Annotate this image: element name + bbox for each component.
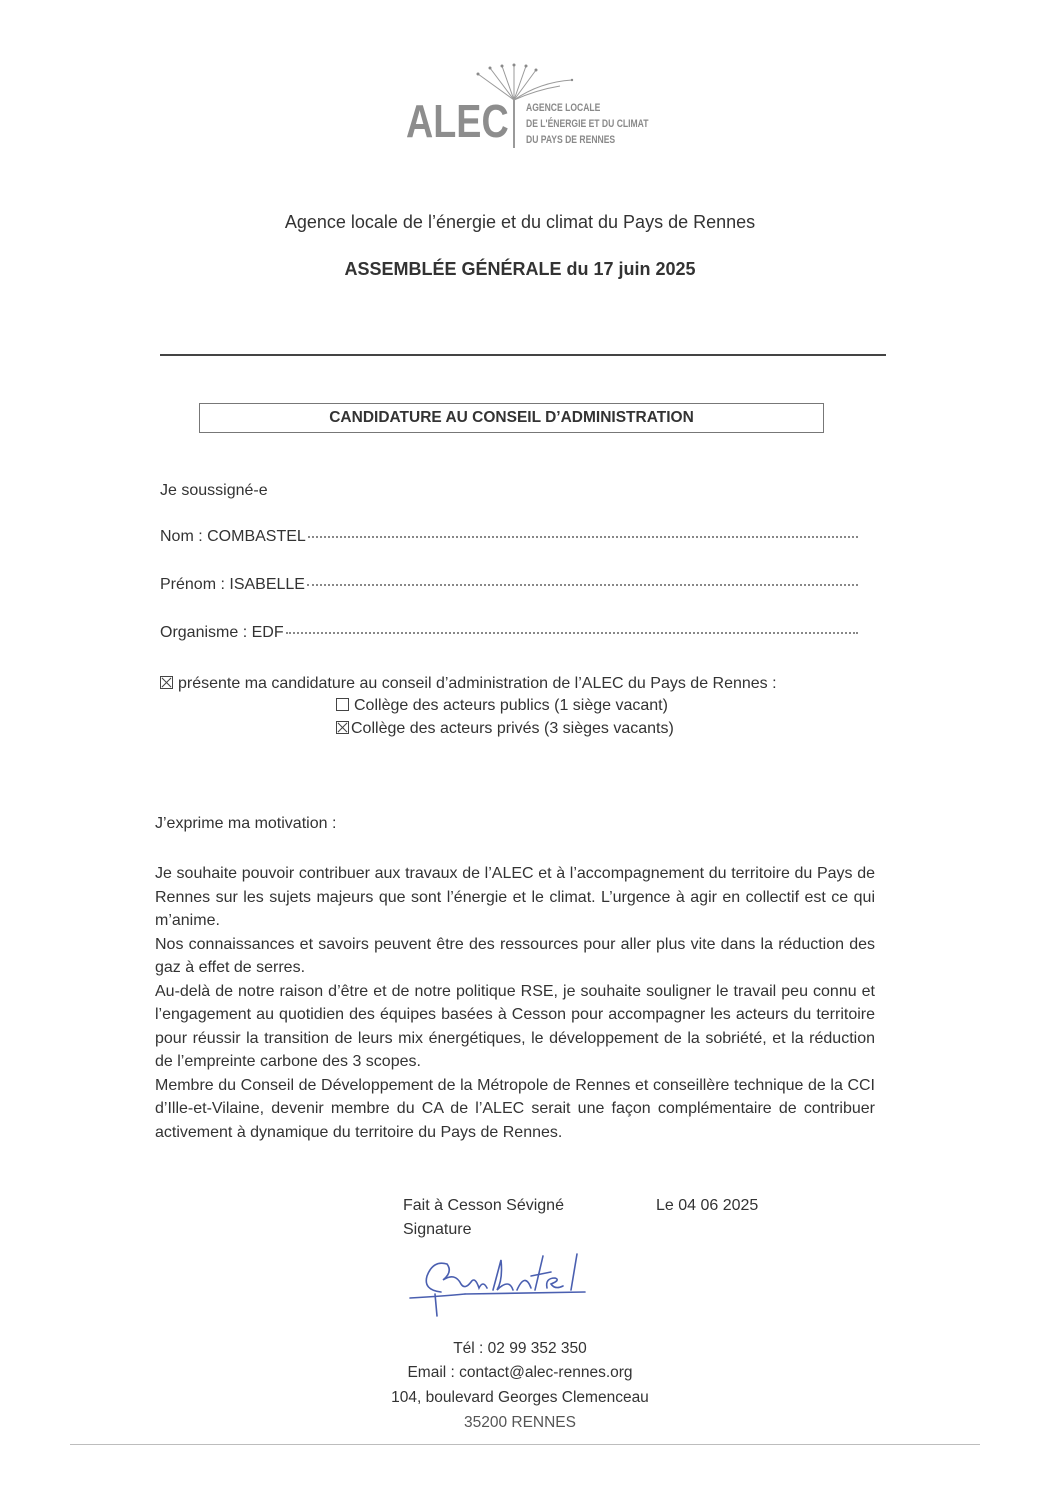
signature-label: Signature	[403, 1221, 472, 1238]
checkbox-checked-icon[interactable]	[336, 721, 349, 734]
footer-email[interactable]: Email : contact@alec-rennes.org	[407, 1364, 633, 1381]
signing-date: Le 04 06 2025	[656, 1197, 759, 1214]
footer-phone: Tél : 02 99 352 350	[453, 1340, 587, 1357]
checkbox-unchecked-icon[interactable]	[336, 698, 349, 711]
logo-subtitle-line: AGENCE LOCALE	[526, 102, 601, 114]
logo-subtitle-line: DU PAYS DE RENNES	[526, 134, 616, 146]
organization-title: Agence locale de l’énergie et du climat du Pays de Rennes	[284, 212, 756, 232]
event-title: ASSEMBLÉE GÉNÉRALE du 17 juin 2025	[344, 259, 696, 279]
college-prive-option[interactable]	[336, 720, 674, 738]
motivation-paragraph: Je souhaite pouvoir contribuer aux travaux de l’ALEC et à l’accompagnement du territoire du Pays de Rennes sur les sujets majeurs que sont l’énergie et le climat. L’urgence à agir en collectif est ce qui m’anime.	[155, 865, 875, 929]
intro-text: Je soussigné-e	[160, 482, 268, 499]
form-title-box	[199, 403, 824, 433]
footer-divider	[70, 1444, 980, 1445]
candidature-option[interactable]	[160, 675, 777, 693]
footer-city: 35200 RENNES	[463, 1414, 576, 1431]
dotted-leader	[286, 632, 858, 634]
motivation-paragraph: Membre du Conseil de Développement de la Métropole de Rennes et conseillère technique de la CCI d’Ille-et-Vilaine, devenir membre du CA de l’ALEC serait une façon complémentaire de contribuer activement à dynamique du territoire du Pays de Rennes.	[155, 1076, 875, 1141]
logo-subtitle	[526, 100, 648, 148]
motivation-paragraph: Nos connaissances et savoirs peuvent être des ressources pour aller plus vite dans la réduction des gaz à effet de serres.	[155, 935, 875, 976]
form-title: CANDIDATURE AU CONSEIL D’ADMINISTRATION	[329, 409, 694, 426]
field-label: Organisme :	[160, 624, 248, 641]
header-divider	[160, 354, 886, 356]
field-value: ISABELLE	[229, 576, 305, 593]
checkbox-checked-icon[interactable]	[160, 676, 173, 689]
motivation-heading: J’exprime ma motivation :	[155, 815, 337, 832]
field-label: Prénom :	[160, 576, 225, 593]
college-label: Collège des acteurs publics (1 siège vacant)	[354, 697, 668, 714]
footer-address: 104, boulevard Georges Clemenceau	[391, 1389, 649, 1406]
motivation-text	[155, 862, 875, 1144]
dotted-leader	[308, 536, 858, 538]
logo-wordmark: ALEC	[406, 95, 509, 147]
alec-logo	[400, 62, 670, 157]
organisme-field[interactable]	[160, 624, 858, 642]
field-label: Nom :	[160, 528, 203, 545]
field-value: EDF	[251, 624, 284, 641]
logo-divider	[513, 100, 515, 148]
signing-place: Fait à Cesson Sévigné	[403, 1197, 564, 1214]
college-public-option[interactable]	[336, 697, 668, 715]
college-label: Collège des acteurs privés (3 sièges vacants)	[351, 720, 674, 737]
motivation-paragraph: Au-delà de notre raison d’être et de notre politique RSE, je souhaite souligner le travail peu connu et l’engagement au quotidien des équipes basées à Cesson pour accompagner les acteurs du territoire pour réussir la transition de leurs mix énergétiques, le développement de la sobriété, et la réduction de l’empreinte carbone des 3 scopes.	[155, 982, 875, 1070]
nom-field[interactable]	[160, 528, 858, 546]
candidature-label: présente ma candidature au conseil d’administration de l’ALEC du Pays de Rennes :	[178, 675, 777, 692]
logo-subtitle-line: DE L'ÉNERGIE ET DU CLIMAT	[526, 118, 649, 130]
handwritten-signature	[405, 1250, 605, 1320]
field-value: COMBASTEL	[207, 528, 306, 545]
prenom-field[interactable]	[160, 576, 858, 594]
dotted-leader	[307, 584, 858, 586]
